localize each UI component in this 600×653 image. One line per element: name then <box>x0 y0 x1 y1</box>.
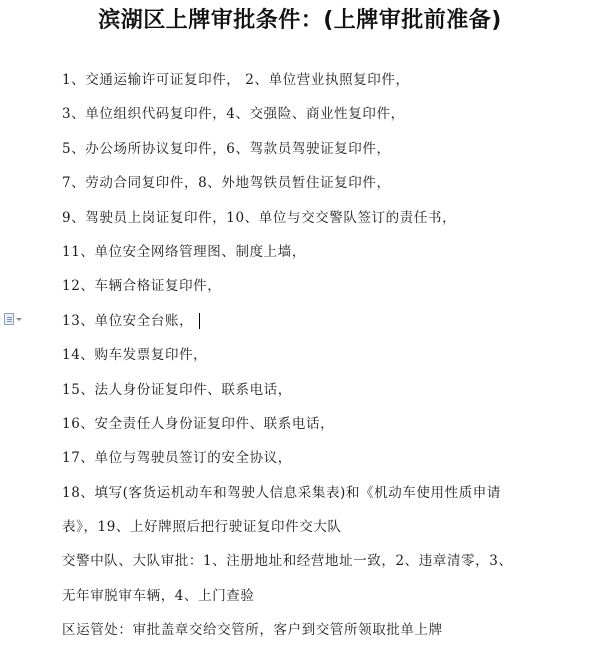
text-line: 1、交通运输许可证复印件， 2、单位营业执照复印件， <box>62 72 410 88</box>
text-line: 无年审脱审车辆，4、上门查验 <box>62 587 255 604</box>
document-title: 滨湖区上牌审批条件：(上牌审批前准备) <box>98 8 502 33</box>
text-line: 表》，19、上好牌照后把行驶证复印件交大队 <box>62 519 342 536</box>
text-line: 17、单位与驾驶员签订的安全协议， <box>62 450 292 467</box>
text-line: 7、劳动合同复印件，8、外地驾铁员暂住证复印件， <box>62 175 391 192</box>
paragraph-handle[interactable] <box>4 312 26 326</box>
text-line-with-caret <box>62 304 592 338</box>
chevron-down-icon <box>16 318 22 321</box>
text-line: 11、单位安全网络管理图、制度上墙， <box>62 243 306 260</box>
text-line: 16、安全责任人身份证复印件、联系电话， <box>62 415 335 432</box>
text-line: 3、单位组织代码复印件，4、交强险、商业性复印件， <box>62 106 405 123</box>
text-cursor <box>199 313 200 329</box>
text-line: 区运管处：审批盖章交给交管所，客户到交管所领取批单上牌 <box>62 622 443 639</box>
text-line: 交警中队、大队审批：1、注册地址和经营地址一致，2、违章清零，3、 <box>62 553 513 570</box>
document-dropdown-icon <box>4 313 14 325</box>
text-line: 15、法人身份证复印件、联系电话， <box>62 381 292 398</box>
text-line: 5、办公场所协议复印件，6、驾款员驾驶证复印件， <box>62 140 391 157</box>
text-line: 13、单位安全台账， <box>62 312 194 329</box>
text-line: 9、驾驶员上岗证复印件，10、单位与交交警队签订的责任书， <box>62 209 457 226</box>
text-line: 18、填写(客货运机动车和驾驶人信息采集表)和《机动车使用性质申请 <box>62 484 502 501</box>
text-line: 14、购车发票复印件， <box>62 347 208 364</box>
text-line: 12、车辆合格证复印件， <box>62 278 222 295</box>
document-body[interactable] <box>62 63 592 648</box>
